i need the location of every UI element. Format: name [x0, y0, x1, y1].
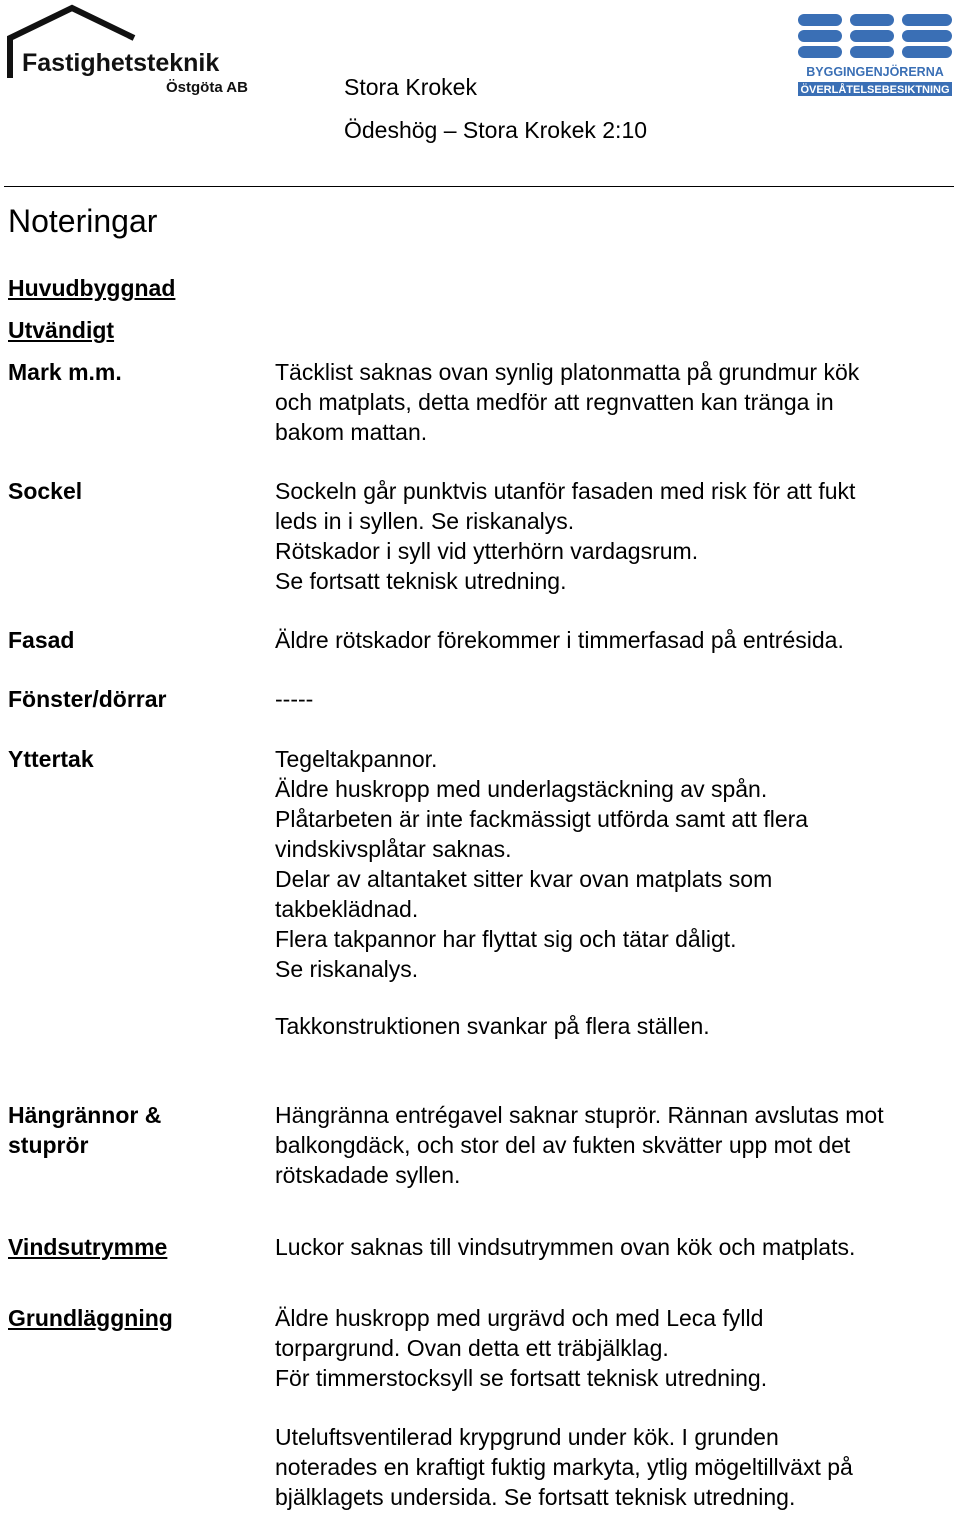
note-vindsutrymme: [275, 1232, 855, 1262]
note-yttertak-extra: Takkonstruktionen svankar på flera ställen.: [275, 1013, 710, 1039]
label-mark: Mark m.m.: [8, 359, 122, 385]
note-line: Delar av altantaket sitter kvar ovan matplats som: [275, 866, 773, 892]
sbr-logo: [796, 12, 954, 98]
page-title: Noteringar: [8, 203, 158, 239]
note-line: bakom mattan.: [275, 419, 428, 445]
section-utvandigt: Utvändigt: [8, 317, 115, 343]
note-line: Flera takpannor har flyttat sig och tätar dåligt.: [275, 926, 737, 952]
label-fonster: Fönster/dörrar: [8, 686, 167, 712]
note-line: Äldre huskropp med urgrävd och med Leca fylld: [275, 1305, 764, 1331]
label-line: Hängrännor &: [8, 1102, 162, 1128]
note-line: Se fortsatt teknisk utredning.: [275, 568, 567, 594]
note-fonster: [275, 684, 313, 714]
note-line: Sockeln går punktvis utanför fasaden med risk för att fukt: [275, 478, 856, 504]
section-huvudbyggnad: Huvudbyggnad: [8, 275, 176, 301]
note-line: För timmerstocksyll se fortsatt teknisk utredning.: [275, 1365, 768, 1391]
note-line: Äldre rötskador förekommer i timmerfasad på entrésida.: [275, 627, 844, 653]
label-line: stuprör: [8, 1132, 89, 1158]
note-line: Plåtarbeten är inte fackmässigt utförda samt att flera: [275, 806, 809, 832]
note-line: Äldre huskropp med underlagstäckning av spån.: [275, 776, 768, 802]
note-yttertak: [275, 744, 808, 984]
note-grundlaggning: [275, 1303, 767, 1393]
note-line: bjälklagets undersida. Se fortsatt teknisk utredning.: [275, 1484, 796, 1510]
property-name: Stora Krokek: [344, 74, 477, 100]
logo-right-sub: ÖVERLÅTELSEBESIKTNING: [800, 84, 950, 96]
property-designation: Ödeshög – Stora Krokek 2:10: [344, 117, 648, 143]
logo-left-sub: Östgöta AB: [166, 79, 248, 96]
note-line: balkongdäck, och stor del av fukten skvätter upp mot det: [275, 1132, 851, 1158]
note-line: Se riskanalys.: [275, 956, 419, 982]
note-line: -----: [275, 686, 314, 712]
note-line: Rötskador i syll vid ytterhörn vardagsrum.: [275, 538, 699, 564]
note-line: Tegeltakpannor.: [275, 746, 438, 772]
note-line: Hängränna entrégavel saknar stuprör. Rännan avslutas mot: [275, 1102, 884, 1128]
note-line: rötskadade syllen.: [275, 1162, 461, 1188]
note-line: Uteluftsventilerad krypgrund under kök. I grunden: [275, 1424, 779, 1450]
note-line: noterades en kraftigt fuktig markyta, ytlig mögeltillväxt på: [275, 1454, 853, 1480]
label-vindsutrymme: Vindsutrymme: [8, 1234, 168, 1260]
note-sockel: [275, 476, 855, 596]
label-hangrannor: [8, 1100, 161, 1160]
note-line: leds in i syllen. Se riskanalys.: [275, 508, 575, 534]
note-line: och matplats, detta medför att regnvatten kan tränga in: [275, 389, 834, 415]
note-grundlaggning-2: [275, 1422, 853, 1512]
label-sockel: Sockel: [8, 478, 83, 504]
note-line: Täcklist saknas ovan synlig platonmatta på grundmur kök: [275, 359, 860, 385]
label-fasad: Fasad: [8, 627, 75, 653]
note-line: Luckor saknas till vindsutrymmen ovan kök och matplats.: [275, 1234, 856, 1260]
note-mark: [275, 357, 859, 447]
note-hangrannor: [275, 1100, 884, 1190]
note-fasad: [275, 625, 844, 655]
note-line: vindskivsplåtar saknas.: [275, 836, 512, 862]
note-line: takbeklädnad.: [275, 896, 419, 922]
label-grundlaggning: Grundläggning: [8, 1305, 173, 1331]
header-divider: [4, 186, 954, 187]
note-line: torpargrund. Ovan detta ett träbjälklag.: [275, 1335, 669, 1361]
label-yttertak: Yttertak: [8, 746, 94, 772]
fastighetsteknik-logo: [6, 4, 268, 96]
logo-left-name: Fastighetsteknik: [22, 49, 220, 77]
logo-right-name: BYGGINGENJÖRERNA: [806, 65, 944, 79]
